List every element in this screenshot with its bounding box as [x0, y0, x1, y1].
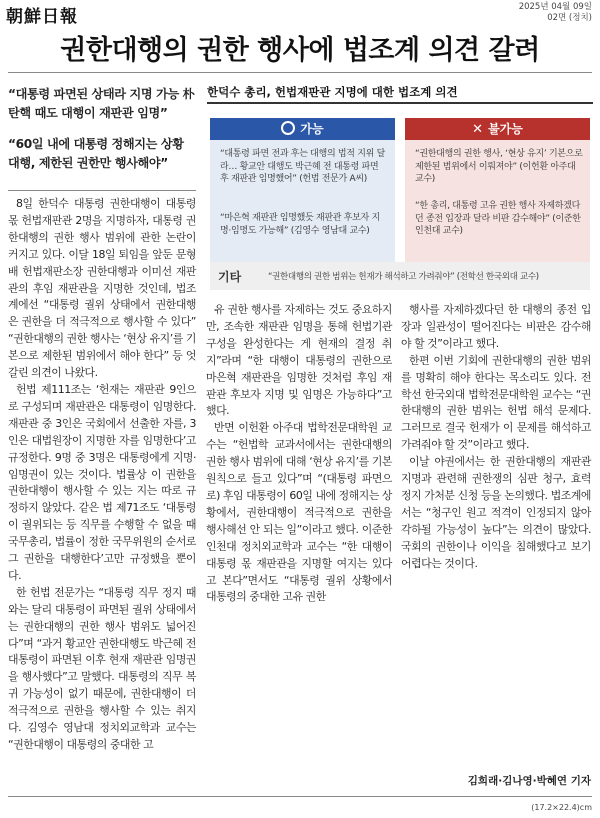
other-text: “권한대행의 권한 범위는 헌재가 해석하고 가려줘야” (전학선 한국외대 교수)	[268, 272, 539, 282]
byline: 김희래·김나영·박혜연 기자	[467, 775, 591, 787]
paragraph: 이날 야권에서는 한 권한대행의 재판관 지명과 관련해 권한쟁의 심판 청구, 효력 정지 가처분 신청 등을 논의했다. 법조계에서는 “청구인 원고 적격이 인정되지 않아 각하될 가능성이 높다”는 의견이 많았다. 국회의 권한이나 이익을 침해했다고 보기 어렵다는 것이다.	[401, 455, 591, 570]
footer-rule	[8, 796, 592, 797]
opinion-item: “대통령 파면 전과 후는 대행의 법적 지위 달라… 황교안 대행도 박근혜 전 대통령 파면 후 재판관 임명했어” (헌법 전문가 A씨)	[220, 149, 385, 184]
infobox-rule	[207, 102, 593, 104]
paragraph: 한편 이번 기회에 권한대행의 권한 범위를 명확히 해야 한다는 목소리도 있다. 전학선 한국외대 법학전문대학원 교수는 “권한대행의 권한 범위는 헌법 해석 문제다. 그러므로 결국 헌재가 이 문제를 해석하고 가려줘야 할 것”이라고 했다.	[401, 353, 591, 452]
paragraph: 행사를 자제하겠다던 한 대행의 종전 입장과 일관성이 떨어진다는 비판은 감수해야 할 것”이라고 했다.	[401, 303, 591, 350]
possible-header	[210, 118, 395, 140]
article-column-3	[401, 302, 591, 573]
headline-rule	[8, 72, 592, 73]
other-opinion	[210, 262, 590, 290]
newspaper-masthead: 朝鮮日報	[6, 7, 78, 27]
article-column-1	[8, 196, 196, 754]
opinion-item: “마은혁 재판관 임명했듯 재판관 후보자 지명·임명도 가능해” (김영수 영남대 교수)	[220, 213, 380, 236]
possible-label: 가능	[300, 122, 324, 136]
opinion-item: “한 총리, 대통령 고유 권한 행사 자제하겠다던 종전 입장과 달라 비판 감수해야” (이준한 인천대 교수)	[415, 201, 581, 236]
subheads	[8, 85, 196, 185]
headline: 권한대행의 권한 행사에 법조계 의견 갈려	[60, 35, 540, 66]
paragraph: 반면 이헌환 아주대 법학전문대학원 교수는 “헌법학 교과서에서는 권한대행의 권한 행사 범위에 대해 ‘현상 유지’를 기본 원칙으로 들고 있다”며 “(대통령 파면으로) 후임 대통령이 60일 내에 정해지는 상황에서, 권한대행이 적극적으로 권한을 행사해선 안 되는 일”이라고 했다. 이준한 인천대 정치외교학과 교수는 “한 대행이 대통령 몫 재판관을 지명할 여지는 있다고 본다”면서도 “대통령 궐위 상황에서 대통령의 중대한 고유 권한	[206, 421, 392, 604]
date-line: 2025년 04월 09일	[518, 2, 592, 12]
opinion-item: “권한대행의 권한 행사, ‘현상 유지’ 기본으로 제한된 범위에서 이뤄져야” (이헌환 아주대 교수)	[415, 149, 583, 184]
paragraph: 헌법 제111조는 ‘헌재는 재판관 9인으로 구성되며 재판관은 대통령이 임명한다. 재판관 중 3인은 국회에서 선출한 자를, 3인은 대법원장이 지명한 자를 임명한다’고 규정한다. 9명 중 3명은 대통령에게 지명·임명권이 있는 것이다. 법률상 이 권한을 권한대행이 행사할 수 있는 지는 따로 규정하지 않았다. 같은 법 제71조도 ‘대통령이 궐위되는 등 직무를 수행할 수 없을 때 국무총리, 법률이 정한 국무위원의 순서로 그 권한을 대행한다’고만 규정했을 뿐이다.	[8, 382, 196, 582]
opinion-infobox	[207, 82, 593, 299]
x-icon: ✕	[472, 122, 484, 137]
subhead-2: “60일 내에 대통령 정해지는 상황 대행, 제한된 권한만 행사해야”	[8, 137, 184, 170]
paragraph: 한 헌법 전문가는 “대통령 직무 정지 때와는 달리 대통령이 파면된 궐위 상태에서는 권한대행의 권한 행사 범위도 넓어진다”며 “과거 황교안 권한대행도 박근혜 전 대통령이 파면된 이후 현재 재판관 임명권을 행사했다”고 말했다. 대통령의 직무 복귀 가능성이 없기 때문에, 권한대행이 더 적극적으로 권한을 행사할 수 있는 취지다. 김영수 영남대 정치외교학과 교수는 “권한대행이 대통령의 중대한 고	[8, 585, 196, 751]
subhead-1: “대통령 파면된 상태라 지명 가능 朴 탄핵 때도 대행이 재판관 임명”	[8, 87, 195, 120]
publication-date	[519, 2, 592, 24]
impossible-header	[405, 118, 590, 140]
impossible-label: 불가능	[488, 122, 523, 136]
page-section: 02면 (정치)	[547, 13, 592, 23]
paragraph: 유 권한 행사를 자제하는 것도 중요하지만, 조속한 재판관 임명을 통해 헌법기관 구성을 완성한다는 게 현재의 결정 취지”라며 “한 대행이 대통령의 권한으로 마은혁 재판관을 임명한 것처럼 후임 재판관 후보자 지명 및 임명은 가능하다”고 했다.	[206, 303, 392, 418]
infobox-title: 한덕수 총리, 헌법재판관 지명에 대한 법조계 의견	[207, 85, 458, 99]
circle-icon	[281, 121, 295, 135]
paragraph: 8일 한덕수 대통령 권한대행이 대통령 몫 헌법재판관 2명을 지명하자, 대통령 권한대행의 권한 행사 범위에 관한 논란이 커지고 있다. 이달 18일 퇴임을 앞둔 문형배 헌법재판소장 권한대행과 이미선 재판관의 후임 재판관을 지명한 것인데, 법조계에선 “대통령 궐위 상태에서 권한대행은 권한을 더 적극적으로 행사할 수 있다” “권한대행의 권한 행사는 ‘현상 유지’를 기본으로 제한된 범위에서 해야 한다” 등 엇갈린 의견이 나왔다.	[8, 197, 196, 380]
article-column-2	[206, 302, 392, 606]
possible-opinions	[210, 140, 395, 270]
other-label: 기타	[218, 270, 242, 284]
article-size: (17.2×22.4)cm	[531, 803, 592, 812]
subhead-rule	[8, 190, 196, 191]
impossible-opinions	[405, 140, 590, 270]
